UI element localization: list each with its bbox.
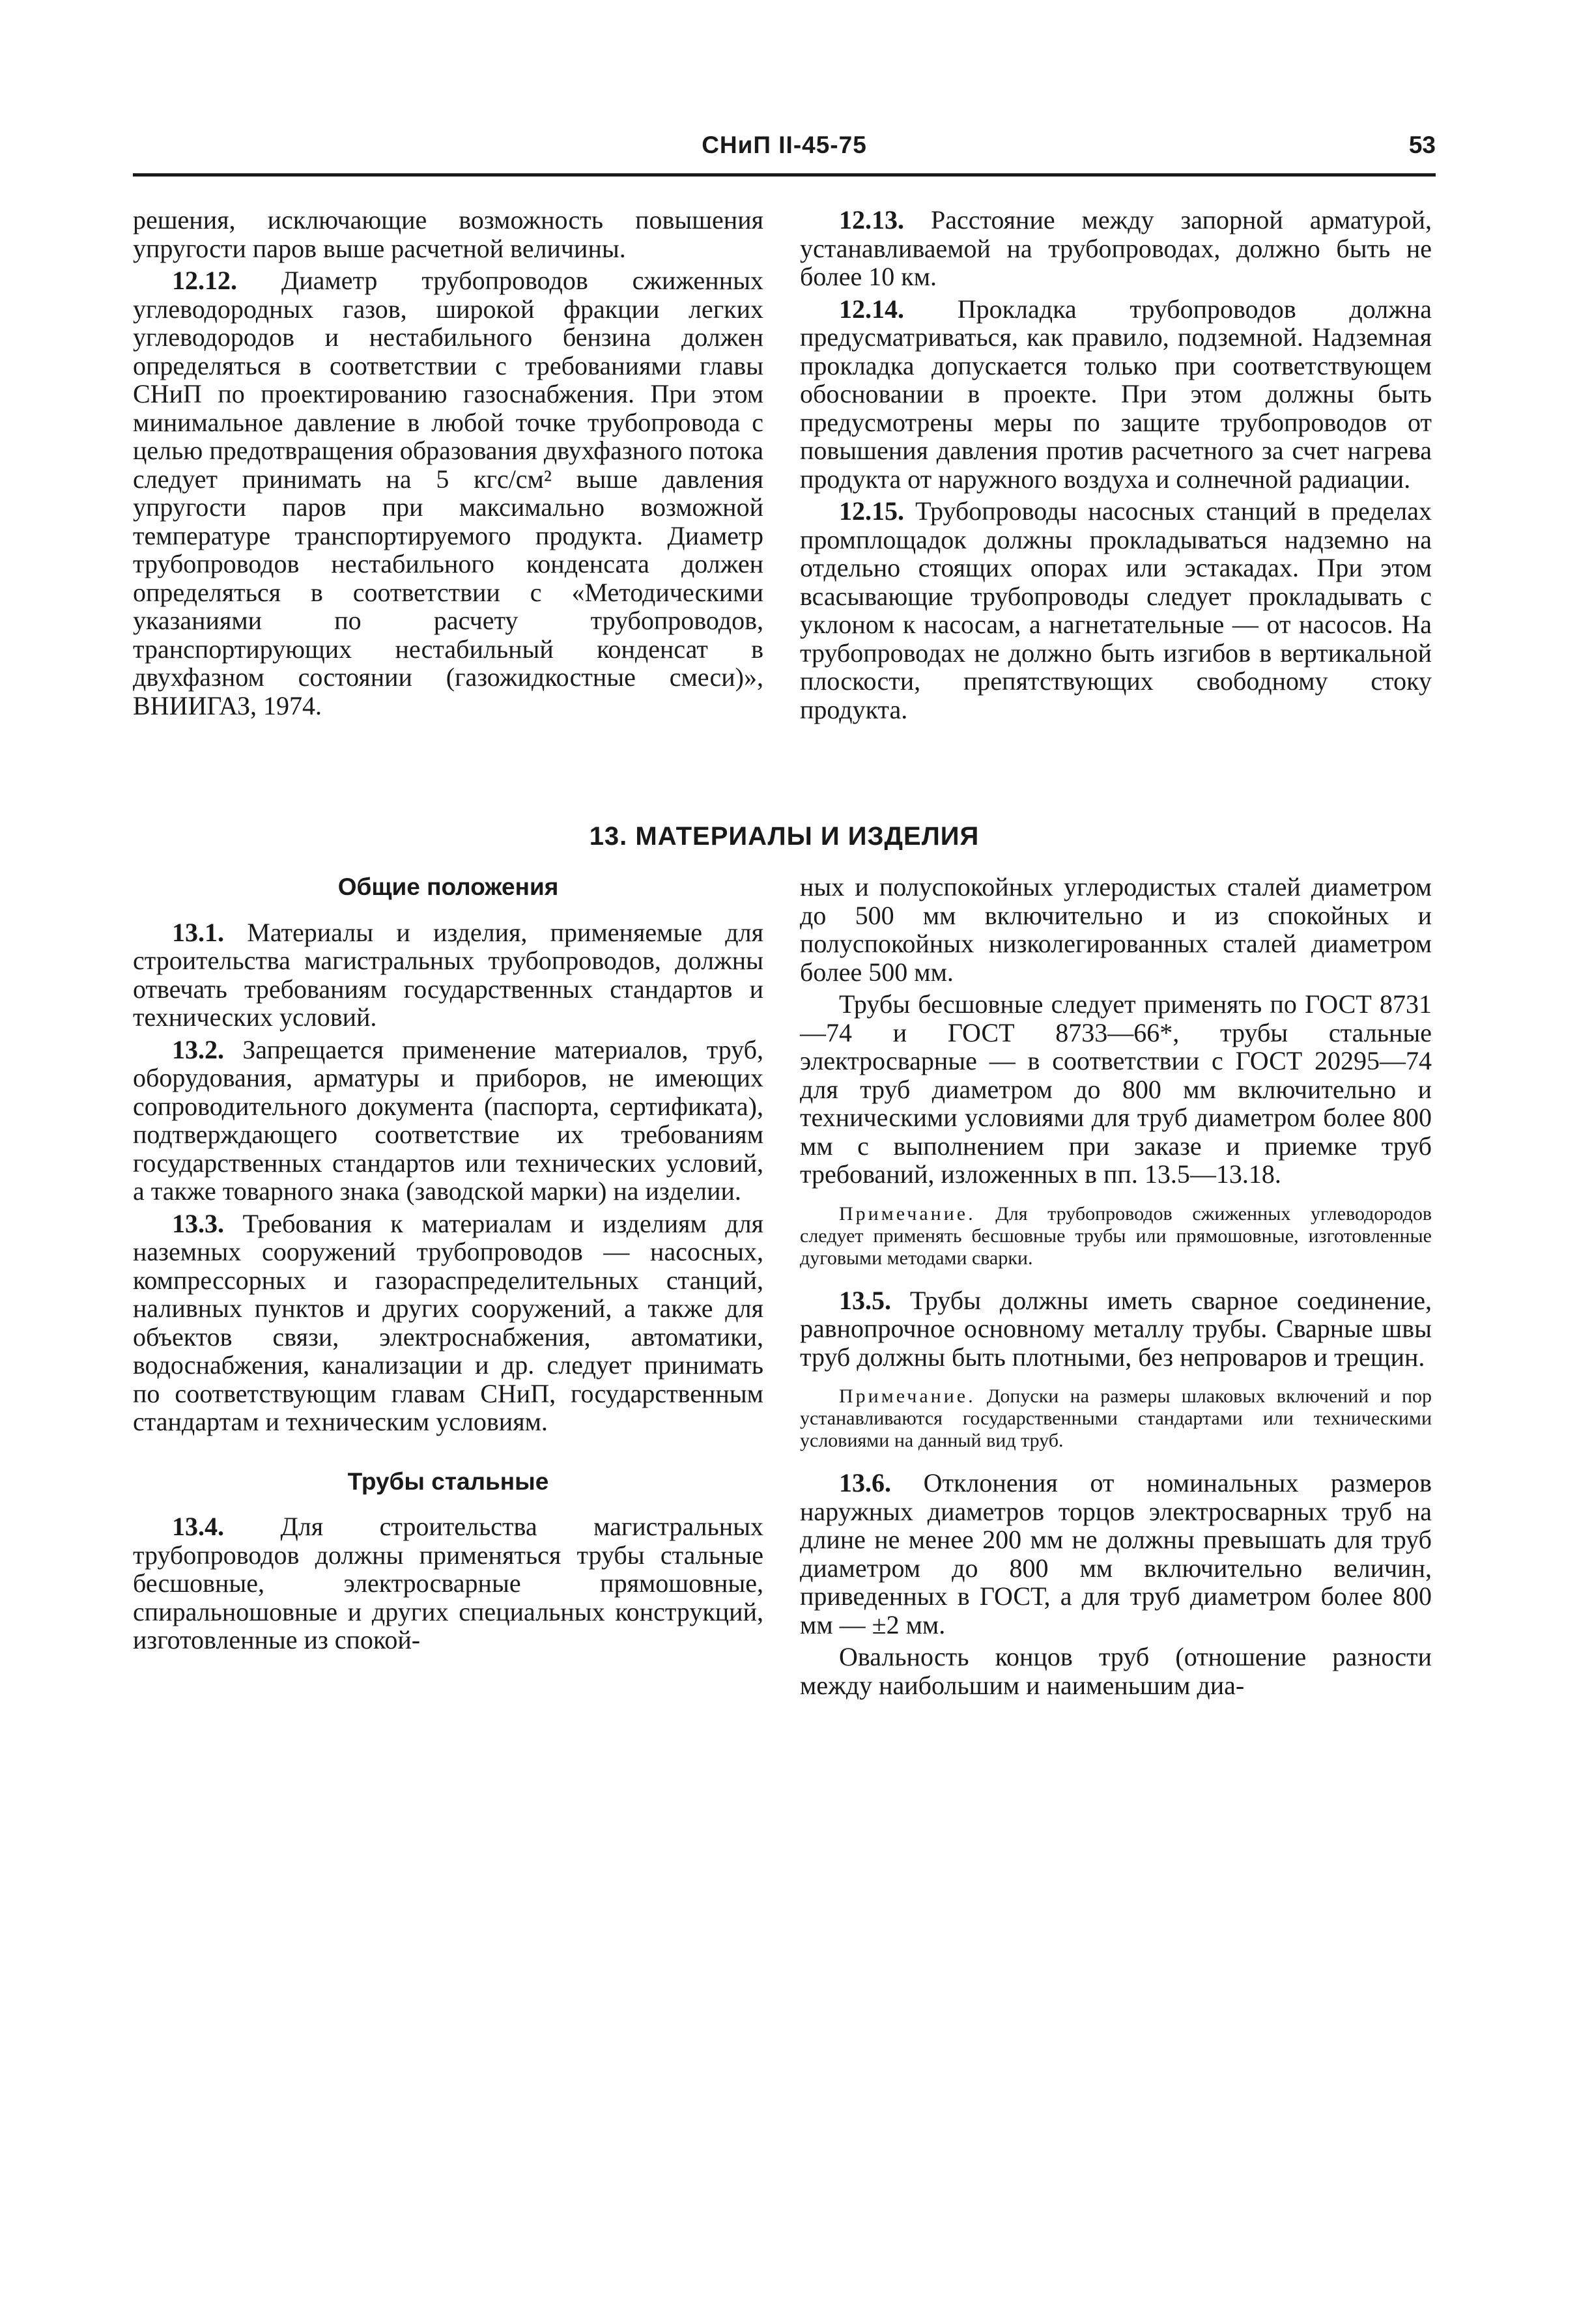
paragraph-ovality: Овальность концов труб (отношение разности между наибольшим и наименьшим диа- (800, 1642, 1432, 1700)
clause-13-3 (133, 1210, 763, 1436)
clause-text: Запрещается применение материалов, труб, оборудования, арматуры и приборов, не имеющих сопроводительного документа (паспорта, сертификата), подтверждающего соответствие их требованиям государственных стандартов или технических условий, а также товарного знака (заводской марки) на изделии. (133, 1034, 763, 1206)
bottom-right-column (800, 873, 1432, 1699)
running-title: СНиП II-45-75 (702, 132, 867, 158)
note-liquefied-hydrocarbons (800, 1203, 1432, 1269)
clause-number: 13.4. (172, 1512, 224, 1541)
clause-number: 12.12. (172, 266, 237, 295)
clause-13-1 (133, 918, 763, 1032)
clause-text: Расстояние между запорной арматурой, устанавливаемой на трубопроводах, должно быть не более 10 км. (800, 205, 1432, 291)
clause-text: Для строительства магистральных трубопроводов должны применяться трубы стальные бесшовные, электросварные прямошовные, спиральношовные и других специальных конструкций, изготовленные из спокой- (133, 1512, 763, 1654)
clause-12-13 (800, 206, 1432, 291)
clause-number: 13.1. (172, 917, 224, 947)
clause-number: 13.6. (839, 1468, 891, 1497)
subheading-general: Общие положения (337, 873, 559, 900)
clause-text: Трубы должны иметь сварное соединение, равнопрочное основному металлу трубы. Сварные швы труб должны быть плотными, без непроваров и трещин. (800, 1285, 1432, 1372)
clause-12-15 (800, 497, 1432, 724)
section-title: 13. МАТЕРИАЛЫ И ИЗДЕЛИЯ (589, 822, 980, 851)
clause-text: Материалы и изделия, применяемые для строительства магистральных трубопроводов, должны отвечать требованиям государственных стандартов и технических условий. (133, 917, 763, 1032)
note-text: Для трубопроводов сжиженных углеводородов следует применять бесшовные трубы или прямошовные, изготовленные дуговыми методами сварки. (800, 1202, 1432, 1269)
note-text: Допуски на размеры шлаковых включений и пор устанавливаются государственными стандартами или техническими условиями на данный вид труб. (800, 1385, 1432, 1451)
paragraph-continuation: ных и полуспокойных углеродистых сталей диаметром до 500 мм включительно и из спокойных и полуспокойных низколегированных сталей диаметром более 500 мм. (800, 872, 1432, 987)
note-label: Примечание. (839, 1385, 976, 1407)
clause-number: 12.14. (839, 294, 904, 324)
clause-number: 13.3. (172, 1208, 224, 1238)
paragraph-seamless-pipes: Трубы бесшовные следует применять по ГОСТ 8731—74 и ГОСТ 8733—66*, трубы стальные электросварные — в соответствии с ГОСТ 20295—74 для труб диаметром до 800 мм включительно и техническими условиями для труб диаметром более 800 мм с выполнением при заказе и приемке труб требований, изложенных в пп. 13.5—13.18. (800, 989, 1432, 1189)
top-left-column (133, 206, 763, 720)
note-slag-inclusions (800, 1385, 1432, 1452)
page-header (133, 128, 1436, 177)
clause-13-4 (133, 1512, 763, 1654)
paragraph-continuation: решения, исключающие возможность повышения упругости паров выше расчетной величины. (133, 205, 763, 263)
clause-13-6 (800, 1469, 1432, 1639)
subheading-steel-pipes: Трубы стальные (347, 1467, 549, 1495)
clause-number: 13.2. (172, 1034, 224, 1064)
clause-text: Трубопроводы насосных станций в пределах промплощадок должны прокладываться надземно на отдельно стоящих опорах или эстакадах. При этом всасывающие трубопроводы следует прокладывать с уклоном к насосам, а нагнетательные — от насосов. На трубопроводах не должно быть изгибов в вертикальной плоскости, препятствующих свободному стоку продукта. (800, 496, 1432, 724)
clause-text: Отклонения от номинальных размеров наружных диаметров торцов электросварных труб на длине не менее 200 мм не должны превышать для труб диаметром до 800 мм включительно величин, приведенных в ГОСТ, а для труб диаметром более 800 мм — ±2 мм. (800, 1468, 1432, 1639)
clause-text: Прокладка трубопроводов должна предусматриваться, как правило, подземной. Надземная прокладка допускается только при соответствующем обосновании в проекте. При этом должны быть предусмотрены меры по защите трубопроводов от повышения давления против расчетного за счет нагрева продукта от наружного воздуха и солнечной радиации. (800, 294, 1432, 494)
clause-12-12 (133, 266, 763, 720)
page-number: 53 (1408, 132, 1436, 158)
clause-number: 12.15. (839, 496, 904, 526)
clause-13-2 (133, 1036, 763, 1206)
top-right-column (800, 206, 1432, 724)
clause-number: 13.5. (839, 1285, 891, 1315)
clause-12-14 (800, 295, 1432, 494)
bottom-left-column (133, 873, 763, 1654)
clause-text: Требования к материалам и изделиям для наземных сооружений трубопроводов — насосных, компрессорных и газораспределительных станций, наливных пунктов и других сооружений, а также для объектов связи, электроснабжения, автоматики, водоснабжения, канализации и др. следует принимать по соответствующим главам СНиП, государственным стандартам и техническим условиям. (133, 1208, 763, 1436)
note-label: Примечание. (839, 1202, 976, 1225)
clause-text: Диаметр трубопроводов сжиженных углеводородных газов, широкой фракции легких углеводородов и нестабильного бензина должен определяться в соответствии с требованиями главы СНиП по проектированию газоснабжения. При этом минимальное давление в любой точке трубопровода с целью предотвращения образования двухфазного потока следует принимать на 5 кгс/см² выше давления упругости паров при максимально возможной температуре транспортируемого продукта. Диаметр трубопроводов нестабильного конденсата должен определяться в соответствии с «Методическими указаниями по расчету трубопроводов, транспортирующих нестабильный конденсат в двухфазном состоянии (газожидкостные смеси)», ВНИИГАЗ, 1974. (133, 266, 763, 720)
clause-13-5 (800, 1286, 1432, 1372)
clause-number: 12.13. (839, 205, 904, 234)
